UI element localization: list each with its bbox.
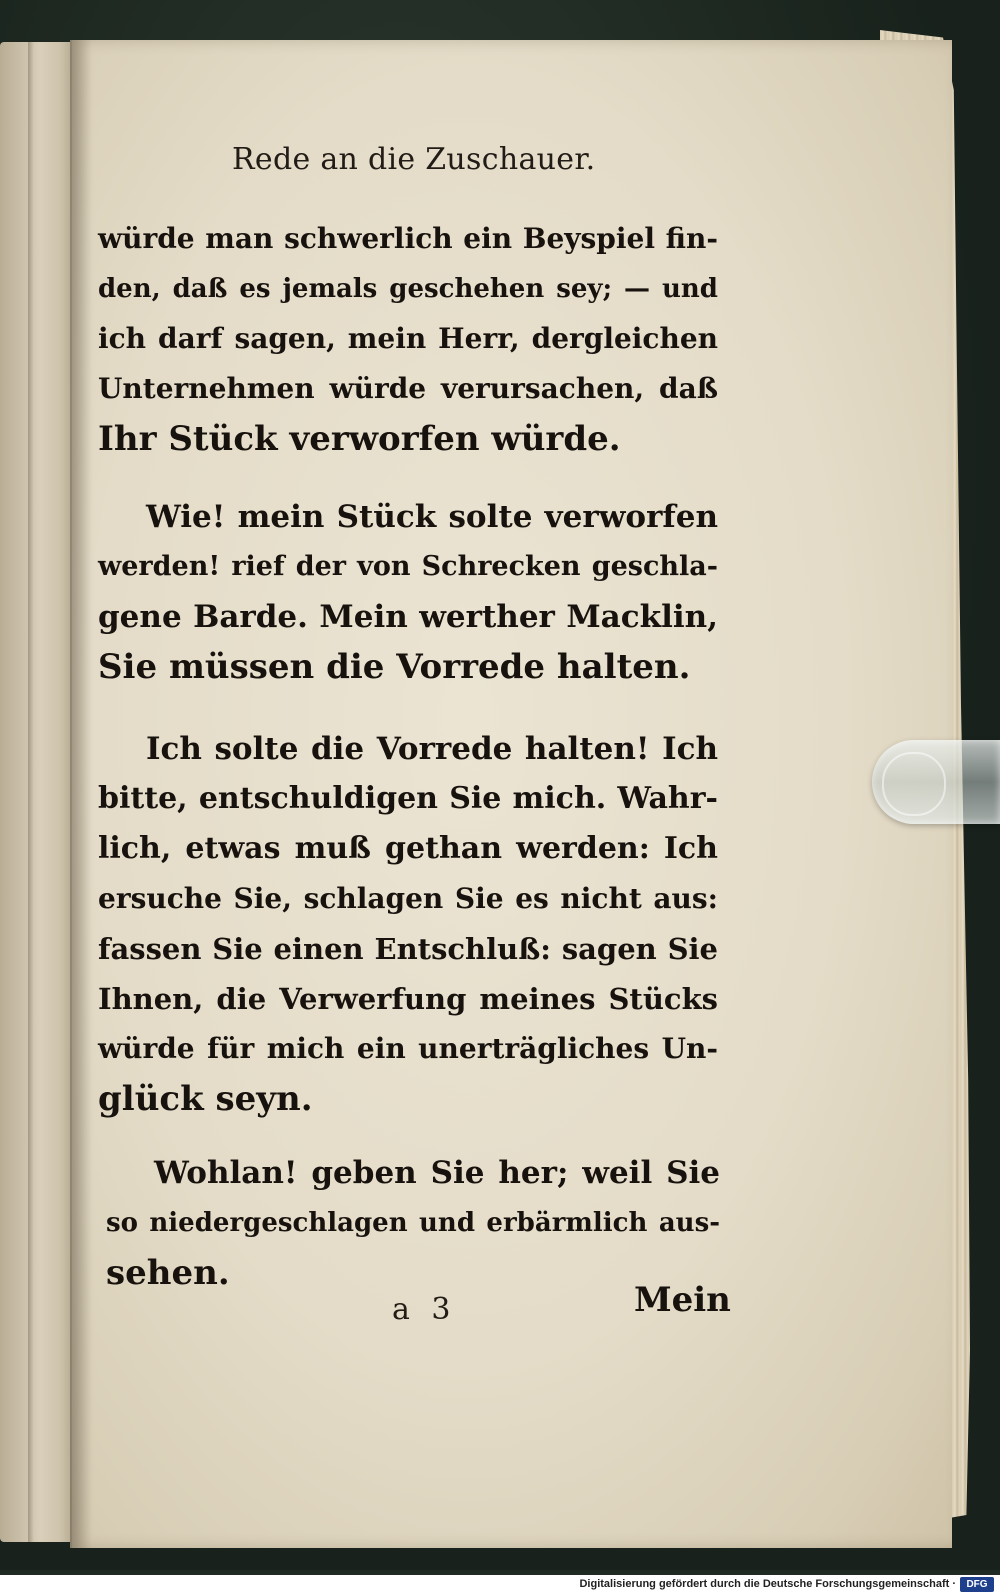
text-line: Ich solte die Vorrede halten! Ich bbox=[146, 731, 718, 767]
signature-mark: a 3 bbox=[392, 1292, 457, 1327]
text-line: würde für mich ein unerträgliches Un- bbox=[98, 1032, 718, 1065]
text-line: Sie müssen die Vorrede halten. bbox=[98, 647, 691, 687]
paragraph-4 bbox=[106, 1148, 720, 1298]
text-line: bitte, entschuldigen Sie mich. Wahr- bbox=[98, 781, 718, 816]
text-line: fassen Sie einen Entschluß: sagen Sie bbox=[98, 932, 718, 966]
left-page-shadow bbox=[28, 42, 34, 1542]
text-line: glück seyn. bbox=[98, 1079, 313, 1119]
text-line: werden! rief der von Schrecken geschla- bbox=[98, 551, 718, 582]
text-line: ersuche Sie, schlagen Sie es nicht aus: bbox=[98, 882, 718, 915]
left-page-edge bbox=[0, 42, 74, 1542]
gutter-shadow bbox=[70, 40, 92, 1548]
dfg-logo-icon: DFG bbox=[960, 1577, 994, 1592]
text-line: so niedergeschlagen und erbärmlich aus- bbox=[106, 1208, 720, 1238]
digitization-credit: Digitalisierung gefördert durch die Deutsche Forschungsgemeinschaft · bbox=[579, 1578, 956, 1590]
text-line: würde man schwerlich ein Beyspiel fin- bbox=[98, 222, 718, 255]
paragraph-2 bbox=[98, 492, 718, 692]
text-line: Unternehmen würde verursachen, daß bbox=[98, 372, 718, 405]
plastic-tab-clip bbox=[872, 740, 1000, 824]
text-line: Ihnen, die Verwerfung meines Stücks bbox=[98, 982, 718, 1016]
paragraph-1 bbox=[98, 214, 718, 464]
catchword: Mein bbox=[634, 1280, 731, 1320]
text-line: Wie! mein Stück solte verworfen bbox=[146, 499, 718, 535]
paragraph-3 bbox=[98, 724, 718, 1124]
running-head: Rede an die Zuschauer. bbox=[232, 142, 596, 177]
text-line: sehen. bbox=[106, 1253, 230, 1293]
text-line: den, daß es jemals geschehen sey; — und bbox=[98, 274, 718, 304]
text-line: ich darf sagen, mein Herr, dergleichen bbox=[98, 322, 718, 355]
text-line: Wohlan! geben Sie her; weil Sie bbox=[154, 1155, 720, 1191]
text-line: lich, etwas muß gethan werden: Ich bbox=[98, 831, 718, 866]
text-line: Ihr Stück verworfen würde. bbox=[98, 419, 621, 459]
text-line: gene Barde. Mein werther Macklin, bbox=[98, 599, 718, 635]
